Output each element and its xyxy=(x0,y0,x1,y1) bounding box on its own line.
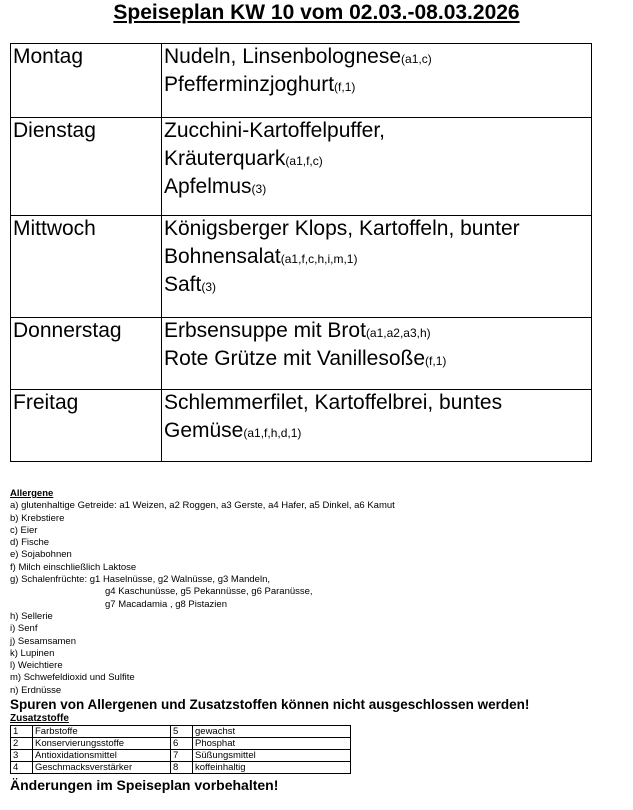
dish-text: Saft xyxy=(164,273,202,296)
additive-row xyxy=(11,750,351,762)
additives-table xyxy=(10,725,351,774)
allergen-item: h) Sellerie xyxy=(10,610,53,622)
dish-line xyxy=(164,272,589,300)
allergen-item: g) Schalenfrüchte: g1 Haselnüsse, g2 Walnüsse, g3 Mandeln, xyxy=(10,574,270,586)
dish-line xyxy=(164,72,589,100)
allergen-item: n) Erdnüsse xyxy=(10,684,62,696)
allergen-code: (f,1) xyxy=(334,80,356,94)
trace-notice: Spuren von Allergenen und Zusatzstoffen können nicht ausgeschlossen werden! xyxy=(10,697,530,712)
dish-text: Schlemmerfilet, Kartoffelbrei, buntes xyxy=(164,391,503,414)
dish-line xyxy=(164,318,589,346)
allergen-item: k) Lupinen xyxy=(10,647,55,659)
allergen-item: d) Fische xyxy=(10,537,50,549)
day-cell: Freitag xyxy=(11,390,162,462)
dish-cell xyxy=(162,44,592,118)
additive-number: 5 xyxy=(171,726,193,738)
dish-text: Apfelmus xyxy=(164,175,252,198)
additive-label: Antioxidationsmittel xyxy=(33,750,171,762)
additive-number: 3 xyxy=(11,750,33,762)
allergen-item: g4 Kaschunüsse, g5 Pekannüsse, g6 Paranüsse, xyxy=(105,586,313,598)
dish-text: Erbsensuppe mit Brot xyxy=(164,319,366,342)
allergen-code: (3) xyxy=(201,280,217,294)
dish-cell xyxy=(162,216,592,318)
additive-row xyxy=(11,762,351,774)
dish-line xyxy=(164,390,589,418)
additive-row xyxy=(11,726,351,738)
page-title: Speiseplan KW 10 vom 02.03.-08.03.2026 xyxy=(113,1,520,24)
menu-row-montag xyxy=(11,44,592,118)
menu-row-mittwoch xyxy=(11,216,592,318)
dish-text: Kräuterquark xyxy=(164,147,286,170)
allergen-code: (f,1) xyxy=(425,354,447,368)
dish-line xyxy=(164,244,589,272)
menu-row-donnerstag xyxy=(11,318,592,390)
additive-label: koffeinhaltig xyxy=(193,762,351,774)
menu-row-dienstag xyxy=(11,118,592,216)
allergen-item: l) Weichtiere xyxy=(10,660,63,672)
dish-line xyxy=(164,118,589,146)
dish-text: Rote Grütze mit Vanillesoße xyxy=(164,347,426,370)
dish-text: Bohnensalat xyxy=(164,245,281,268)
allergen-item: c) Eier xyxy=(10,524,38,536)
additive-label: Phosphat xyxy=(193,738,351,750)
day-cell: Mittwoch xyxy=(11,216,162,318)
dish-cell xyxy=(162,318,592,390)
dish-cell xyxy=(162,390,592,462)
additive-number: 7 xyxy=(171,750,193,762)
menu-table xyxy=(10,43,592,462)
allergen-code: (a1,c) xyxy=(401,52,432,66)
allergen-item: g7 Macadamia , g8 Pistazien xyxy=(105,598,227,610)
dish-line xyxy=(164,44,589,72)
additives-heading: Zusatzstoffe xyxy=(10,713,69,724)
dish-line xyxy=(164,346,589,374)
additive-number: 4 xyxy=(11,762,33,774)
changes-notice: Änderungen im Speiseplan vorbehalten! xyxy=(10,777,279,793)
day-cell: Donnerstag xyxy=(11,318,162,390)
allergen-heading: Allergene xyxy=(10,488,54,499)
allergen-code: (3) xyxy=(251,182,267,196)
dish-line xyxy=(164,174,589,202)
day-cell: Montag xyxy=(11,44,162,118)
allergen-item: i) Senf xyxy=(10,623,38,635)
allergen-item: a) glutenhaltige Getreide: a1 Weizen, a2 Roggen, a3 Gerste, a4 Hafer, a5 Dinkel, a6 Kamut xyxy=(10,500,395,512)
additive-number: 8 xyxy=(171,762,193,774)
dish-text: Gemüse xyxy=(164,419,244,442)
dish-text: Königsberger Klops, Kartoffeln, bunter xyxy=(164,217,520,240)
allergen-item: b) Krebstiere xyxy=(10,512,65,524)
additive-number: 2 xyxy=(11,738,33,750)
allergen-code: (a1,a2,a3,h) xyxy=(365,326,431,340)
additive-label: Süßungsmittel xyxy=(193,750,351,762)
dish-line xyxy=(164,146,589,174)
allergen-item: j) Sesamsamen xyxy=(10,635,76,647)
dish-cell xyxy=(162,118,592,216)
additive-label: Konservierungsstoffe xyxy=(33,738,171,750)
allergen-code: (a1,f,h,d,1) xyxy=(243,426,302,440)
additive-number: 1 xyxy=(11,726,33,738)
menu-row-freitag xyxy=(11,390,592,462)
allergen-code: (a1,f,c) xyxy=(285,154,323,168)
dish-text: Zucchini-Kartoffelpuffer, xyxy=(164,119,386,142)
allergen-code: (a1,f,c,h,i,m,1) xyxy=(280,252,358,266)
day-cell: Dienstag xyxy=(11,118,162,216)
additive-label: Farbstoffe xyxy=(33,726,171,738)
dish-line xyxy=(164,418,589,446)
additive-number: 6 xyxy=(171,738,193,750)
dish-text: Pfefferminzjoghurt xyxy=(164,73,335,96)
additive-label: Geschmacksverstärker xyxy=(33,762,171,774)
dish-line xyxy=(164,216,589,244)
allergen-legend xyxy=(10,488,610,697)
allergen-item: e) Sojabohnen xyxy=(10,549,72,561)
allergen-item: m) Schwefeldioxid und Sulfite xyxy=(10,672,135,684)
additive-row xyxy=(11,738,351,750)
additive-label: gewachst xyxy=(193,726,351,738)
dish-text: Nudeln, Linsenbolognese xyxy=(164,45,402,68)
allergen-item: f) Milch einschließlich Laktose xyxy=(10,561,137,573)
